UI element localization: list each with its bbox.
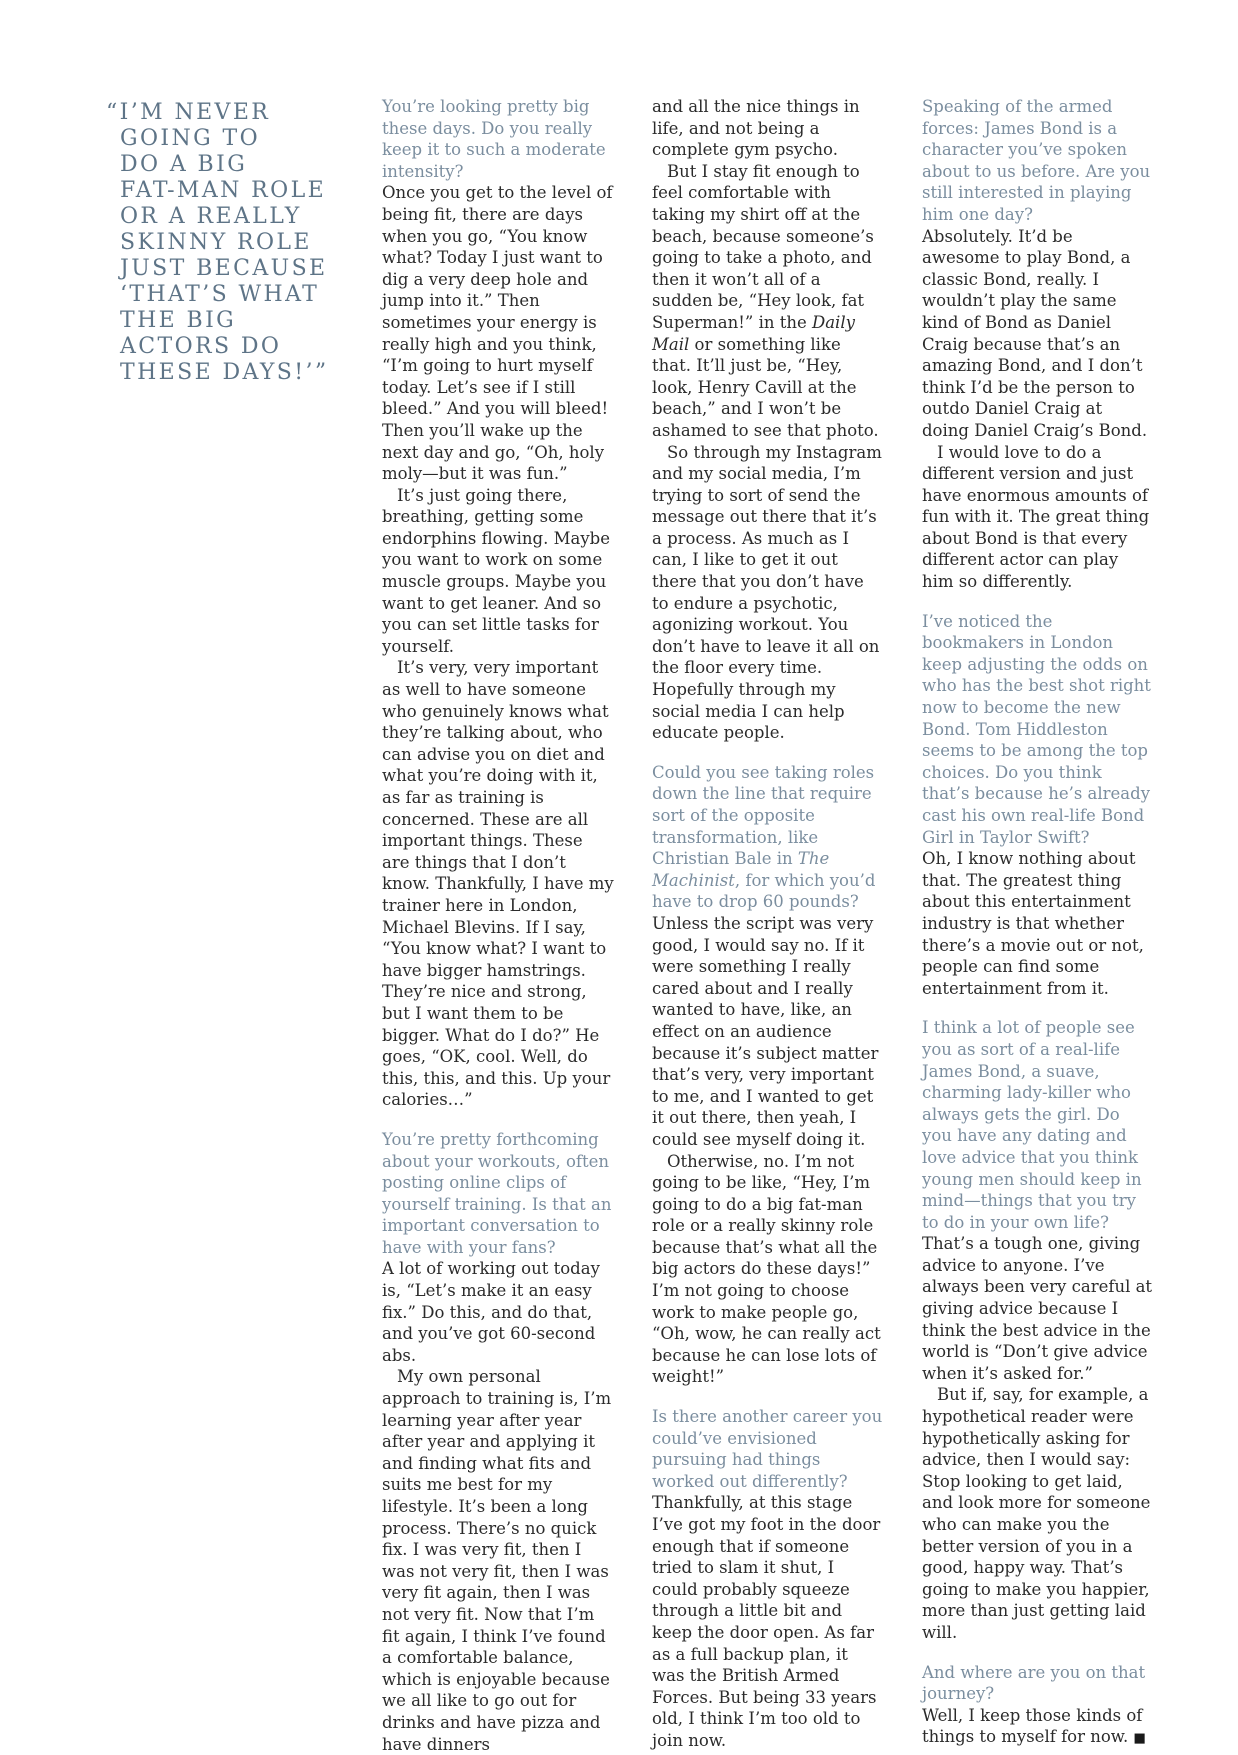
article-end-mark: ■ [1133, 1731, 1146, 1747]
article-column-2 [652, 96, 884, 1755]
text-run: Could you see taking roles down the line that require sort of the opposite transformation, like Christian Bale in [652, 762, 875, 869]
text-run: My own personal approach to training is, I’m learning year after year after year and applying it and finding what fits and suits me best for my lifestyle. It’s been a long process. There’s no quick fix. I was very fit, then I was not very fit, then I was very fit again, then I was not very fit. Now that I’m fit again, I think I’ve found a comfortable balance, which is enjoyable because we all like to go out for drinks and have pizza and have dinners [382, 1367, 612, 1754]
pull-quote-line: DO A BIG [120, 152, 248, 177]
text-run: Oh, I know nothing about that. The greatest thing about this entertainment industry is that whether there’s a movie out or not, people can find some entertainment from it. [922, 849, 1144, 998]
italic-text-run: The Machinist [652, 849, 830, 890]
text-run: Thankfully, at this stage I’ve got my foot in the door enough that if someone tried to slam it shut, I could probably squeeze through a little bit and keep the door open. As far as a full backup plan, it was the British Armed Forces. But being 33 years old, I think I’m too old to join now. [652, 1493, 881, 1750]
pull-quote-line: THE BIG [120, 308, 237, 333]
text-run: Once you get to the level of being fit, there are days when you go, “You know what? Today I just want to dig a very deep hole and jump into it.” Then sometimes your energy is really high and you think, “I’m going to hurt myself today. Let’s see if I still bleed.” And you will bleed! Then you’ll wake up the next day and go, “Oh, holy moly—but it was fun.” [382, 183, 613, 484]
text-run: Well, I keep those kinds of things to myself for now. [922, 1705, 1143, 1747]
pull-quote-line: JUST BECAUSE [120, 256, 328, 281]
text-run: But I stay fit enough to feel comfortable with taking my shirt off at the beach, because someone’s going to take a photo, and then it won’t all of a sudden be, “Hey look, fat Superman!” in the [652, 161, 874, 332]
text-run: That’s a tough one, giving advice to anyone. I’ve always been very careful at giving advice because I think the best advice in the world is “Don’t give advice when it’s asked for.” [922, 1234, 1153, 1383]
interview-answer-paragraph [382, 657, 614, 1110]
text-run: I’ve noticed the bookmakers in London keep adjusting the odds on who has the best shot right now to become the new Bond. Tom Hiddleston seems to be among the top choices. Do you think that’s because he’s already cast his own real-life Bond Girl in Taylor Swift? [922, 611, 1151, 847]
pull-quote-line: ‘THAT’S WHAT [120, 282, 320, 307]
text-run: You’re looking pretty big these days. Do you really keep it to such a moderate intensity? [382, 97, 606, 181]
interview-question [922, 611, 1154, 849]
text-run: I would love to do a different version and just have enormous amounts of fun with it. The great thing about Bond is that every different actor can play him so differently. [922, 442, 1150, 592]
text-run: Is there another career you could’ve envisioned pursuing had things worked out differently? [652, 1407, 883, 1491]
text-run: , for which you’d have to drop 60 pounds? [652, 870, 876, 912]
interview-question [382, 1129, 614, 1259]
interview-answer-paragraph [922, 1233, 1154, 1384]
text-run: and all the nice things in life, and not being a complete gym psycho. [652, 97, 860, 160]
text-run: or something like that. It’ll just be, “Hey, look, Henry Cavill at the beach,” and I won’t be ashamed to see that photo. [652, 334, 879, 440]
pull-quote-line: FAT-MAN ROLE [120, 178, 327, 203]
interview-question [922, 1662, 1154, 1705]
text-run: Otherwise, no. I’m not going to be like, “Hey, I’m going to do a big fat-man role or a really skinny role because that’s what all the big actors do these days!” I’m not going to choose work to make people go, “Oh, wow, he can really act because he can lose lots of weight!” [652, 1151, 881, 1387]
italic-text-run: Daily Mail [652, 312, 855, 354]
article-column-1 [382, 96, 614, 1755]
pull-quote-line: THESE DAYS!’” [120, 360, 329, 385]
pull-quote-line: “I’M NEVER [106, 100, 271, 125]
interview-answer-paragraph [652, 1151, 884, 1389]
interview-question [922, 96, 1154, 226]
text-run: Unless the script was very good, I would say no. If it were something I really cared about and I really wanted to have, like, an effect on an audience because it’s subject matter that’s very, very important to me, and I wanted to get it out there, then yeah, I could see myself doing it. [652, 913, 879, 1149]
interview-answer-paragraph [382, 182, 614, 484]
text-run: It’s just going there, breathing, getting some endorphins flowing. Maybe you want to work on some muscle groups. Maybe you want to get leaner. And so you can set little tasks for yourself. [382, 485, 610, 656]
interview-answer-paragraph [922, 848, 1154, 999]
pull-quote-line: ACTORS DO [120, 334, 282, 359]
text-run: But if, say, for example, a hypothetical reader were hypothetically asking for advice, then I would say: Stop looking to get laid, and look more for someone who can make you the better version of you in a good, happy way. That’s going to make you happier, more than just getting laid will. [922, 1385, 1151, 1642]
interview-answer-paragraph [652, 913, 884, 1151]
interview-answer-paragraph [652, 96, 884, 161]
text-run: A lot of working out today is, “Let’s make it an easy fix.” Do this, and do that, and you’ve got 60-second abs. [382, 1259, 600, 1365]
interview-answer-paragraph [652, 442, 884, 744]
interview-answer-paragraph [382, 1366, 614, 1755]
article-body [382, 96, 1154, 1755]
interview-answer-paragraph [652, 1492, 884, 1751]
text-run: It’s very, very important as well to have someone who genuinely knows what they’re talking about, who can advise you on diet and what you’re doing with it, as far as training is concerned. These are all important things. These are things that I don’t know. Thankfully, I have my trainer here in London, Michael Blevins. If I say, “You know what? I want to have bigger hamstrings. They’re nice and strong, but I want them to be bigger. What do I do?” He goes, “OK, cool. Well, do this, this, and this. Up your calories…” [382, 658, 614, 1110]
pull-quote-line: SKINNY ROLE [120, 230, 312, 255]
interview-question [382, 96, 614, 182]
text-run: Speaking of the armed forces: James Bond is a character you’ve spoken about to us before. Are you still interested in playing him one day? [922, 97, 1151, 224]
interview-answer-paragraph [922, 226, 1154, 442]
pull-quote [106, 100, 370, 386]
text-run: So through my Instagram and my social media, I’m trying to sort of send the message out there that it’s a process. As much as I can, I like to get it out there that you don’t have to endure a psychotic, agonizing workout. You don’t have to leave it all on the floor every time. Hopefully through my social media I can help educate people. [652, 442, 882, 743]
interview-answer-paragraph [922, 442, 1154, 593]
pull-quote-line: OR A REALLY [120, 204, 302, 229]
interview-question [922, 1017, 1154, 1233]
interview-answer-paragraph [922, 1705, 1154, 1750]
text-run: You’re pretty forthcoming about your workouts, often posting online clips of yourself training. Is that an important conversation to have with your fans? [382, 1129, 612, 1257]
interview-question [652, 1406, 884, 1492]
interview-answer-paragraph [652, 161, 884, 442]
interview-answer-paragraph [382, 1258, 614, 1366]
text-run: And where are you on that journey? [922, 1662, 1146, 1704]
text-run: Absolutely. It’d be awesome to play Bond, a classic Bond, really. I wouldn’t play the same kind of Bond as Daniel Craig because that’s an amazing Bond, and I don’t think I’d be the person to outdo Daniel Craig at doing Daniel Craig’s Bond. [922, 226, 1148, 440]
text-run: I think a lot of people see you as sort of a real-life James Bond, a suave, charming lady-killer who always gets the girl. Do you have any dating and love advice that you think young men should keep in mind—things that you try to do in your own life? [922, 1018, 1142, 1232]
interview-question [652, 762, 884, 913]
interview-answer-paragraph [922, 1384, 1154, 1643]
article-column-3 [922, 96, 1154, 1755]
pull-quote-line: GOING TO [120, 126, 261, 151]
interview-answer-paragraph [382, 485, 614, 658]
